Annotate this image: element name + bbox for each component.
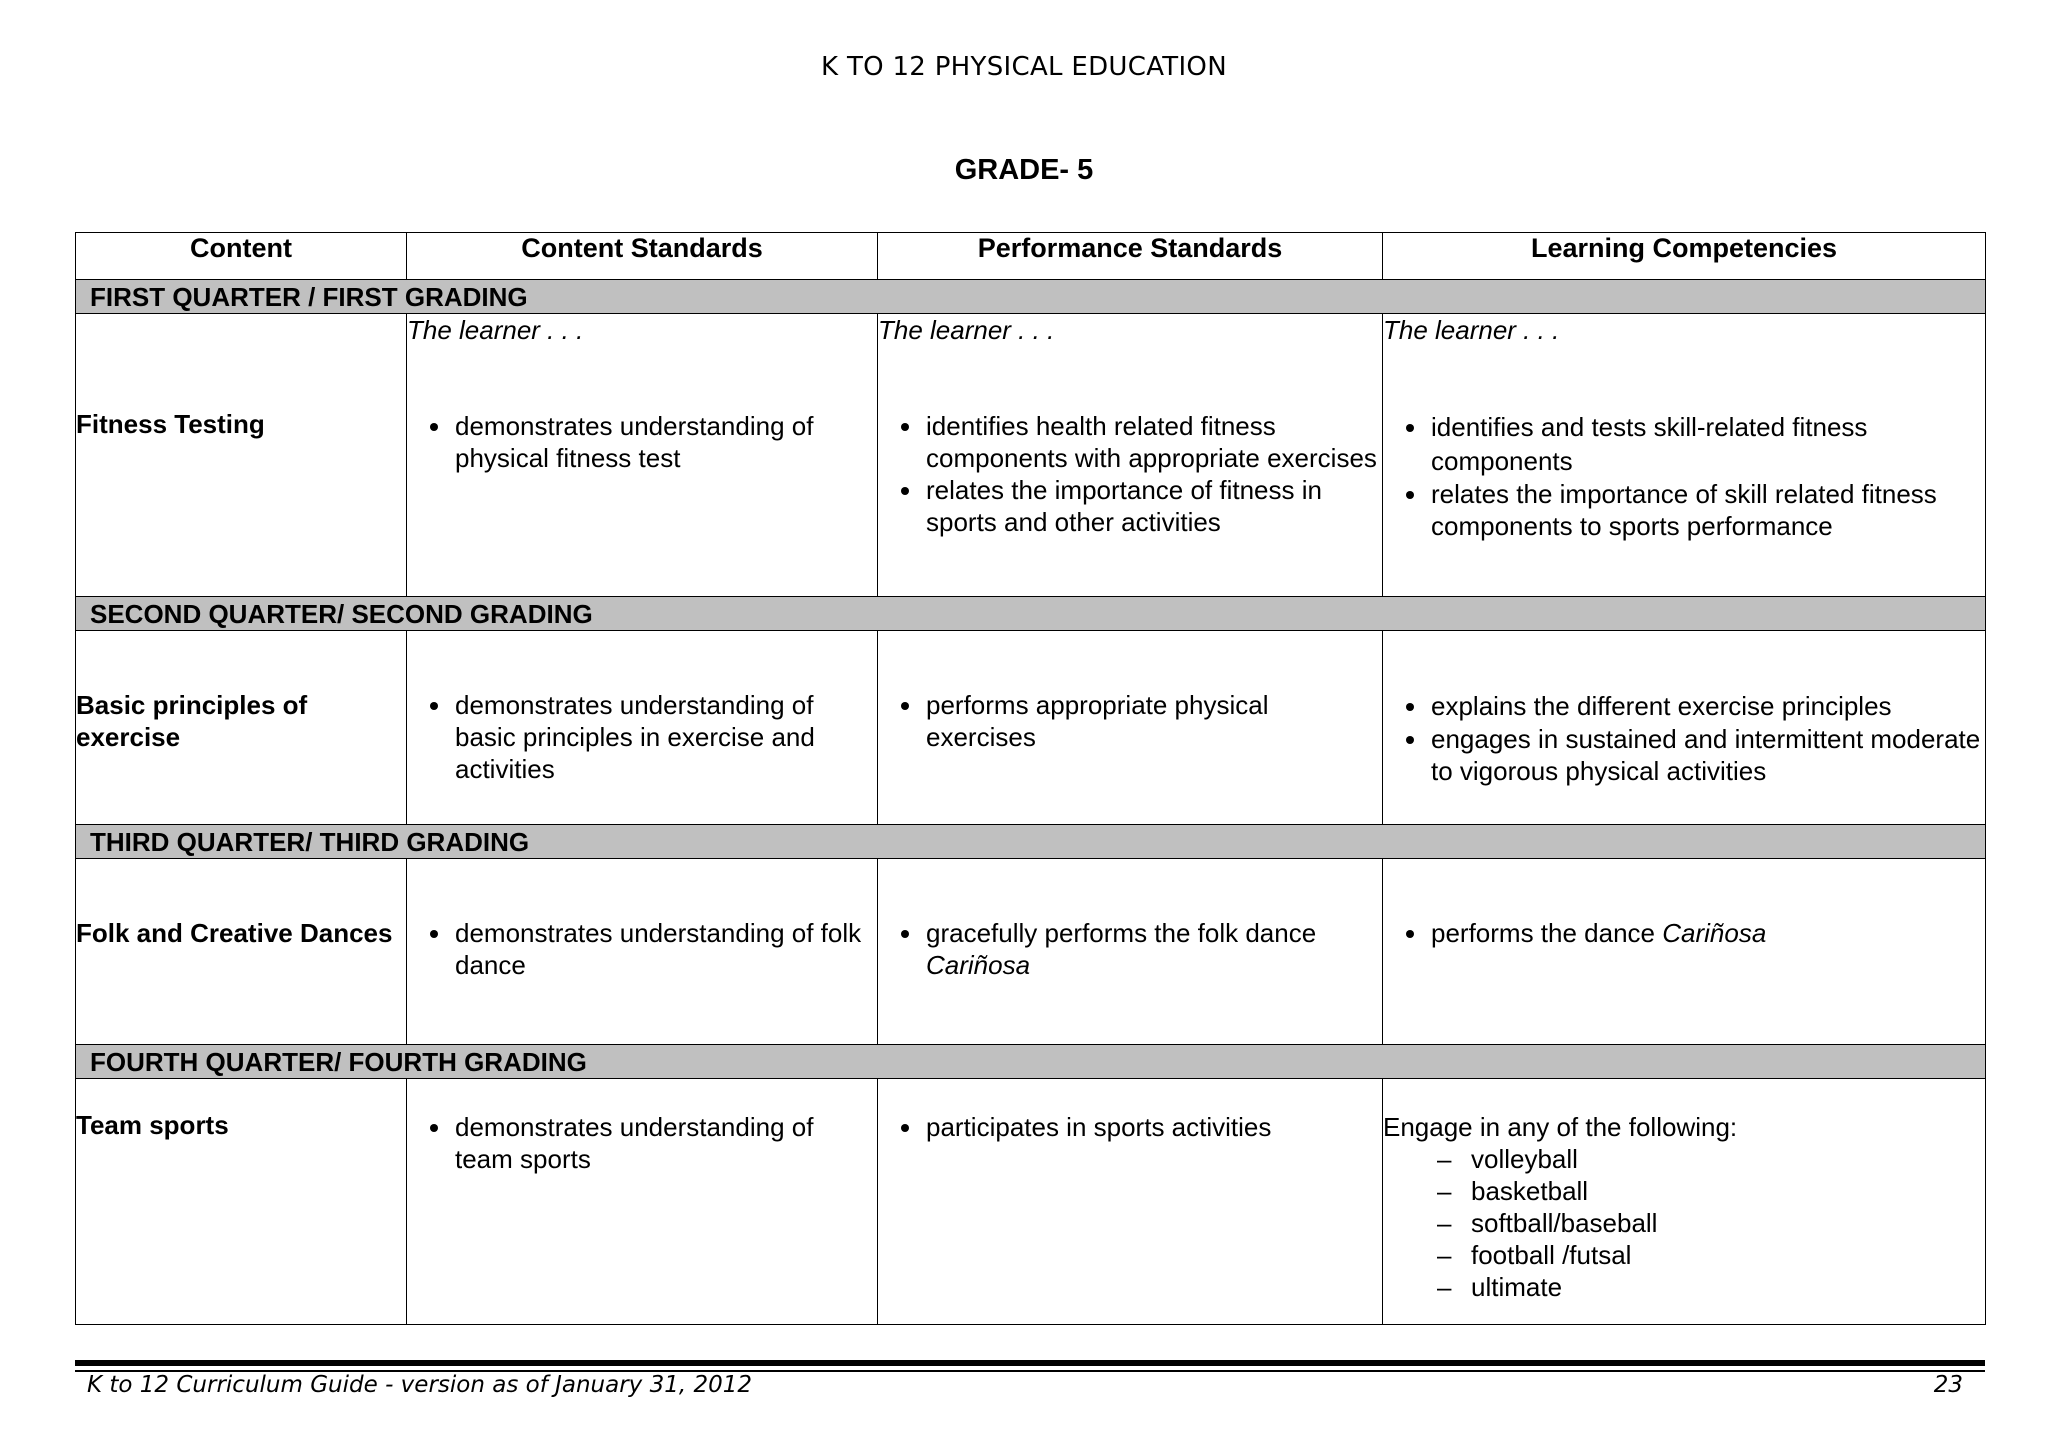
learning-competencies-cell xyxy=(1383,314,1986,597)
content-cell xyxy=(76,1079,407,1325)
curriculum-table xyxy=(75,232,1986,1325)
list-item: • demonstrates understanding of basic principles in exercise and activities xyxy=(453,689,877,785)
column-header-performance-standards: Performance Standards xyxy=(878,233,1383,280)
performance-standards-cell xyxy=(878,314,1383,597)
document-header: K TO 12 PHYSICAL EDUCATION xyxy=(821,52,1227,82)
list-item: – football /futsal xyxy=(1471,1239,1985,1271)
list-item: – volleyball xyxy=(1471,1143,1985,1175)
list-item: • demonstrates understanding of folk dance xyxy=(453,917,877,981)
quarter-label: FIRST QUARTER / FIRST GRADING xyxy=(76,280,1986,314)
quarter-row-first xyxy=(76,280,1986,314)
learner-prefix: The learner . . . xyxy=(878,315,1055,345)
table-row xyxy=(76,631,1986,825)
list-item: • engages in sustained and intermittent moderate to vigorous physical activities xyxy=(1429,723,1985,787)
list-item-text: performs the dance xyxy=(1431,918,1656,948)
quarter-label: THIRD QUARTER/ THIRD GRADING xyxy=(76,825,1986,859)
content-standards-cell xyxy=(407,859,878,1045)
content-label: Team sports xyxy=(76,1110,229,1140)
learning-competencies-cell xyxy=(1383,859,1986,1045)
list-item: • demonstrates understanding of physical fitness test xyxy=(453,410,877,474)
learner-prefix: The learner . . . xyxy=(407,315,584,345)
column-header-content: Content xyxy=(76,233,407,280)
content-standards-cell xyxy=(407,631,878,825)
list-item: • relates the importance of fitness in sports and other activities xyxy=(924,474,1382,538)
performance-standards-cell xyxy=(878,859,1383,1045)
quarter-label: SECOND QUARTER/ SECOND GRADING xyxy=(76,597,1986,631)
content-label: Fitness Testing xyxy=(76,409,265,439)
list-item xyxy=(924,917,1382,981)
column-header-content-standards: Content Standards xyxy=(407,233,878,280)
footer-divider-thick xyxy=(75,1360,1985,1366)
list-item: – basketball xyxy=(1471,1175,1985,1207)
list-item: • participates in sports activities xyxy=(924,1111,1382,1143)
quarter-row-fourth xyxy=(76,1045,1986,1079)
list-item: – softball/baseball xyxy=(1471,1207,1985,1239)
table-header-row xyxy=(76,233,1986,280)
dance-name: Cariñosa xyxy=(1662,918,1767,948)
list-item: • identifies and tests skill-related fitness components xyxy=(1429,410,1985,478)
content-cell xyxy=(76,631,407,825)
content-cell xyxy=(76,314,407,597)
list-item: • performs appropriate physical exercises xyxy=(924,689,1382,753)
table-row xyxy=(76,314,1986,597)
list-item: • identifies health related fitness components with appropriate exercises xyxy=(924,410,1382,474)
column-header-learning-competencies: Learning Competencies xyxy=(1383,233,1986,280)
table-row xyxy=(76,1079,1986,1325)
list-item-text: gracefully performs the folk dance xyxy=(926,918,1317,948)
content-label: Folk and Creative Dances xyxy=(76,918,393,948)
list-item: – ultimate xyxy=(1471,1271,1985,1303)
learning-competencies-cell xyxy=(1383,1079,1986,1325)
learner-prefix: The learner . . . xyxy=(1383,315,1560,345)
page-number: 23 xyxy=(1933,1372,1963,1398)
quarter-row-third xyxy=(76,825,1986,859)
quarter-row-second xyxy=(76,597,1986,631)
content-cell xyxy=(76,859,407,1045)
performance-standards-cell xyxy=(878,1079,1383,1325)
dance-name: Cariñosa xyxy=(926,950,1031,980)
table-row xyxy=(76,859,1986,1045)
content-label: Basic principles of exercise xyxy=(76,690,308,752)
grade-title: GRADE- 5 xyxy=(954,154,1094,186)
content-standards-cell xyxy=(407,1079,878,1325)
competencies-intro: Engage in any of the following: xyxy=(1383,1112,1738,1142)
performance-standards-cell xyxy=(878,631,1383,825)
quarter-label: FOURTH QUARTER/ FOURTH GRADING xyxy=(76,1045,1986,1079)
list-item: • relates the importance of skill related fitness components to sports performance xyxy=(1429,478,1985,542)
list-item: • demonstrates understanding of team sports xyxy=(453,1111,877,1175)
list-item: • explains the different exercise principles xyxy=(1429,689,1985,723)
footer-version: K to 12 Curriculum Guide - version as of January 31, 2012 xyxy=(87,1372,753,1398)
learning-competencies-cell xyxy=(1383,631,1986,825)
list-item xyxy=(1429,917,1985,949)
content-standards-cell xyxy=(407,314,878,597)
